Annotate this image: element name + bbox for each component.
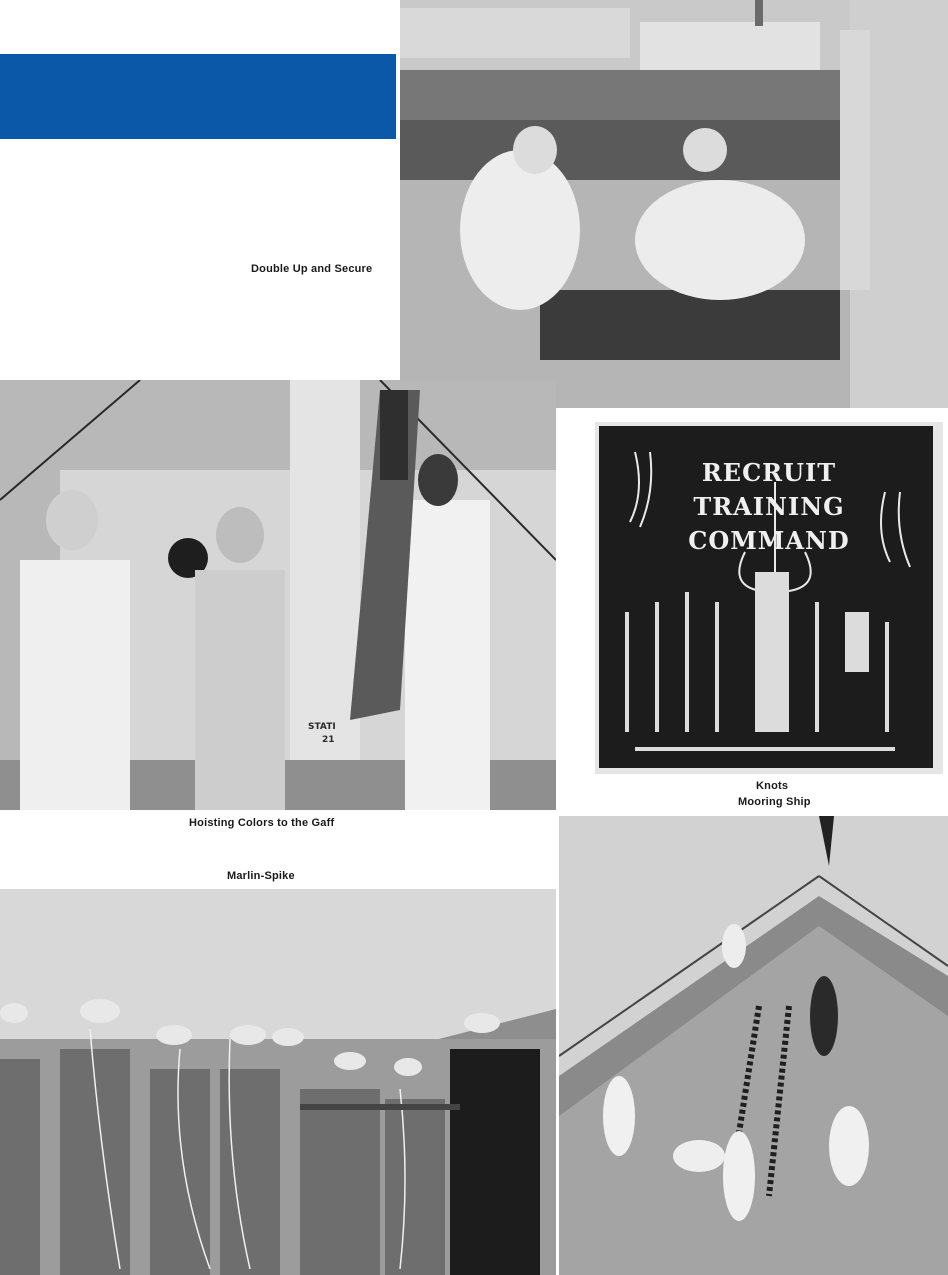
knot-board-line3: COMMAND <box>688 526 850 555</box>
photo-mooring-ship <box>559 816 948 1275</box>
photo-marlin-spike <box>0 889 556 1275</box>
caption-hoisting: Hoisting Colors to the Gaff <box>189 817 335 829</box>
caption-mooring: Mooring Ship <box>738 796 811 808</box>
station-sign-line2: 21 <box>322 735 335 745</box>
caption-double-up: Double Up and Secure <box>251 263 373 275</box>
knot-board-line1: RECRUIT <box>701 458 837 487</box>
photo-double-up-and-secure <box>400 0 948 408</box>
photo-hoisting-colors <box>0 380 556 810</box>
station-sign <box>308 721 336 747</box>
caption-knots: Knots <box>756 780 789 792</box>
station-sign-line1: STATI <box>308 722 336 732</box>
caption-marlin: Marlin-Spike <box>227 870 295 882</box>
photo-knots-board <box>595 422 943 774</box>
knot-board-line2: TRAINING <box>693 492 845 521</box>
blue-accent-band <box>0 54 396 139</box>
